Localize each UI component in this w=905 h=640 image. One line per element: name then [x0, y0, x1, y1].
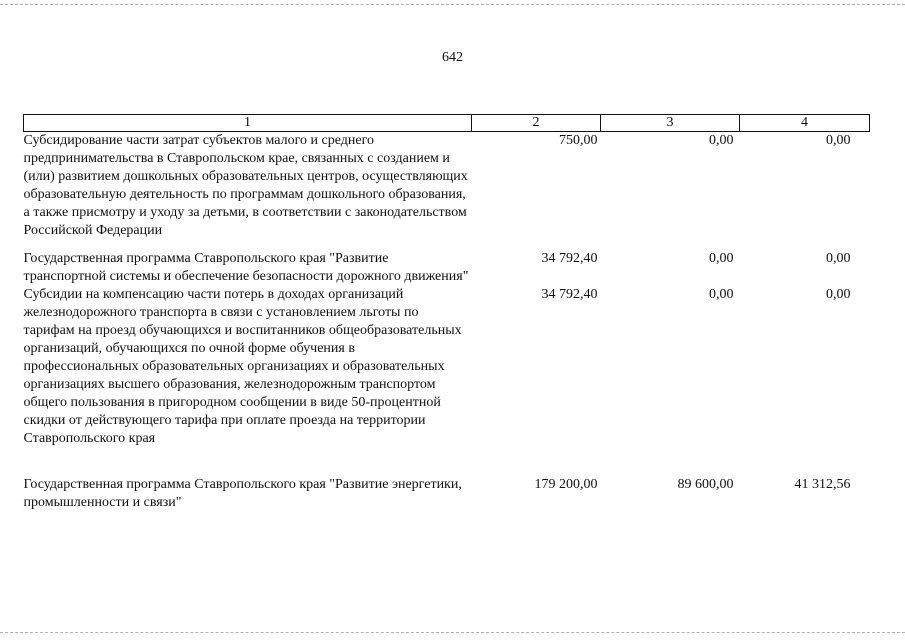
row-value-col-3: 0,00: [709, 133, 734, 148]
row-value-col-3: 0,00: [709, 251, 734, 266]
row-name: Субсидии на компенсацию части потерь в доходах организаций железнодорожного транспорта в связи с установлением льготы по тарифам на проезд обучающихся и воспитанников общеобразовательных организаций, обучающихся по очной форме обучения в профессиональных образовательных организациях и образовательных организациях высшего образования, железнодорожным транспортом общего пользования в пригородном сообщении в виде 50-процентной скидки от действующего тарифа при оплате проезда на территории Ставропольского края: [23, 287, 462, 446]
row-value-col-2: 34 792,40: [541, 287, 598, 302]
header-col-3: 3: [601, 115, 740, 132]
row-name: Субсидирование части затрат субъектов малого и среднего предпринимательства в Ставропольском крае, связанных с созданием и (или) развитием дошкольных образовательных центров, осуществляющих образовательную деятельность по программам дошкольного образования, а также присмотру и уходу за детьми, в соответствии с законодательством Российской Федерации: [23, 133, 468, 238]
row-value-col-2: 750,00: [559, 133, 598, 148]
row-value-col-4: 0,00: [826, 287, 851, 302]
row-value-col-3: 0,00: [709, 287, 734, 302]
row-value-col-2: 179 200,00: [534, 477, 598, 492]
table-row: [24, 250, 870, 286]
table-row: [24, 286, 870, 476]
header-col-1: 1: [24, 115, 472, 132]
row-value-col-4: 0,00: [826, 133, 851, 148]
row-value-col-4: 0,00: [826, 251, 851, 266]
table-row: [24, 476, 870, 512]
row-value-col-3: 89 600,00: [677, 477, 734, 492]
table-row: [24, 132, 870, 251]
row-name: Государственная программа Ставропольского края "Развитие энергетики, промышленности и связи": [23, 477, 462, 510]
budget-table: [23, 114, 870, 512]
scan-edge-bottom: [0, 632, 905, 633]
row-value-col-4: 41 312,56: [794, 477, 851, 492]
table-header-row: [24, 115, 870, 132]
header-col-4: 4: [740, 115, 870, 132]
row-name: Государственная программа Ставропольского края "Развитие транспортной системы и обеспечение безопасности дорожного движения": [23, 251, 469, 284]
page-number: 642: [442, 50, 463, 65]
header-col-2: 2: [472, 115, 601, 132]
scan-edge-top: [0, 4, 905, 5]
row-value-col-2: 34 792,40: [541, 251, 598, 266]
